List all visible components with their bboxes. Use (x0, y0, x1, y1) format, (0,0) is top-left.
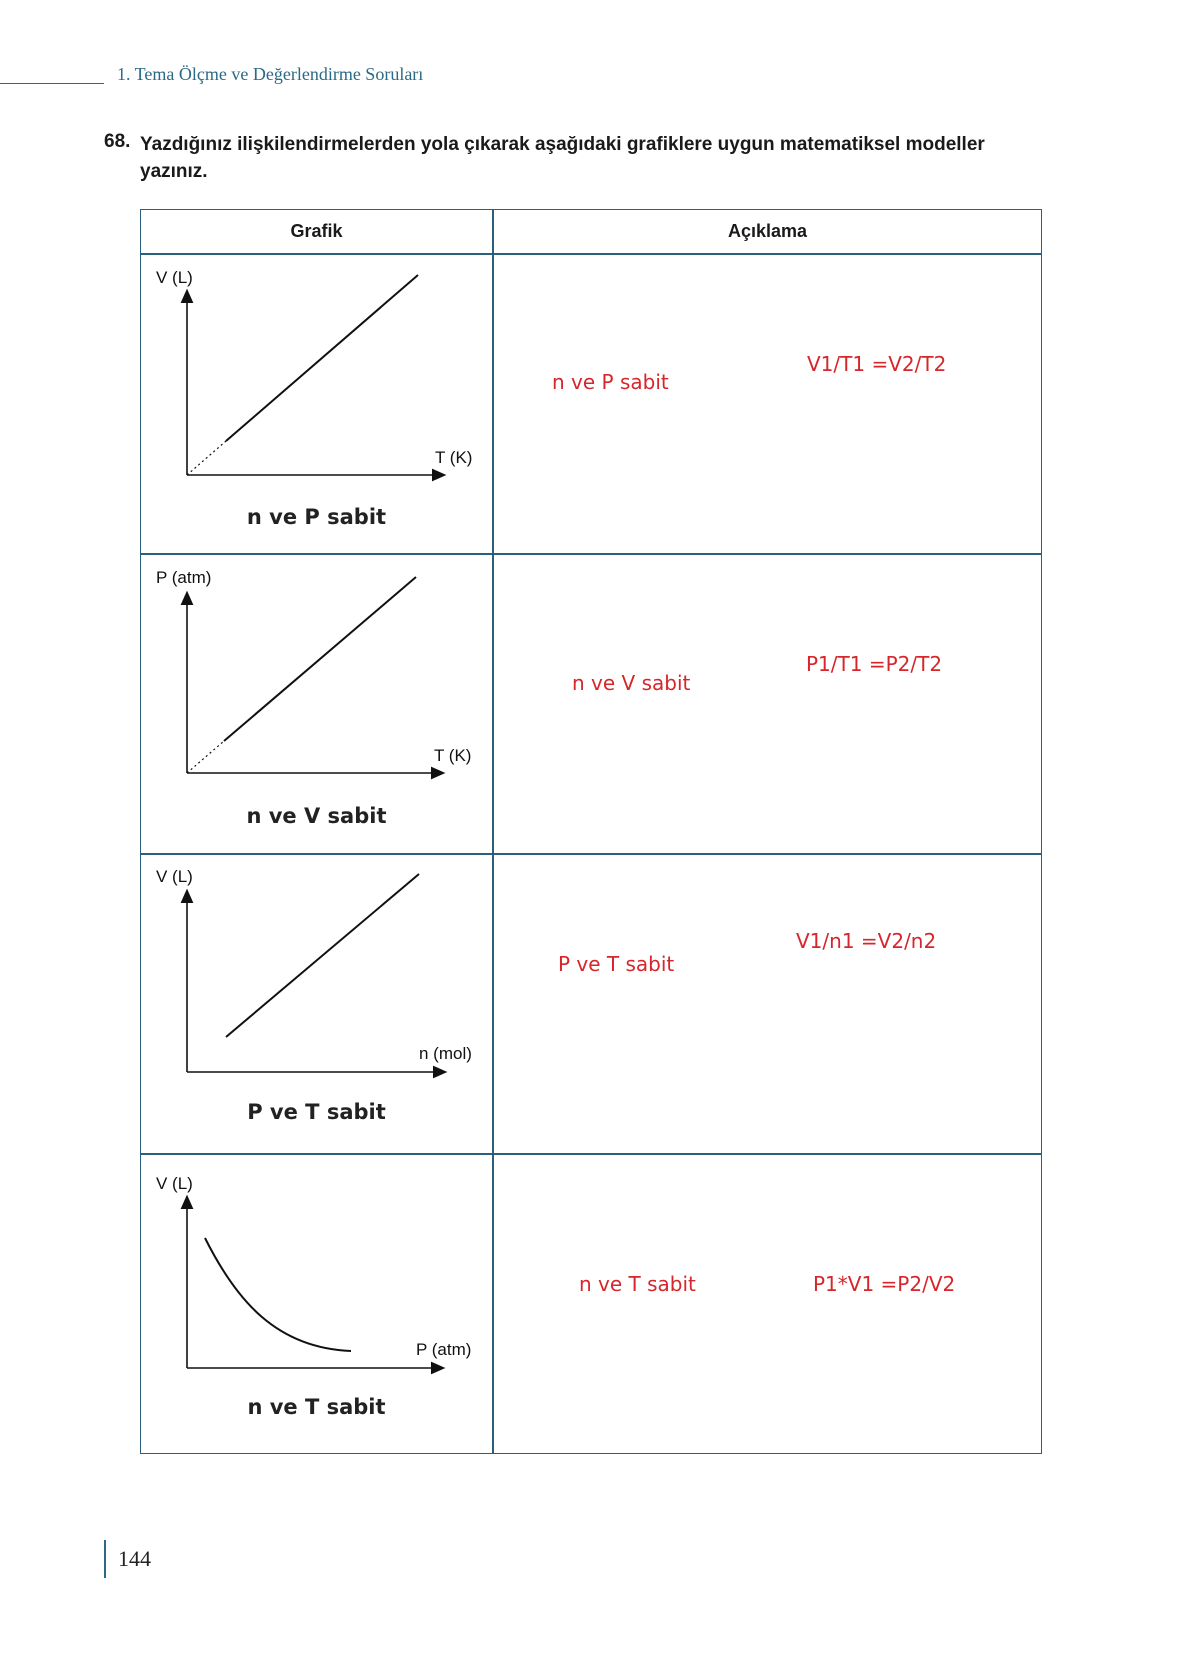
answer-table (140, 209, 1042, 1454)
description-cell-4 (494, 1155, 1041, 1453)
data-line (224, 577, 416, 741)
answer-formula: V1/n1 =V2/n2 (796, 929, 937, 953)
graph-condition-label: n ve P sabit (246, 505, 387, 529)
page-number-bar (104, 1540, 106, 1578)
y-axis-label: V (L) (156, 268, 193, 287)
page-header-title: 1. Tema Ölçme ve Değerlendirme Soruları (117, 64, 424, 84)
data-curve (205, 1238, 351, 1351)
data-line (226, 275, 418, 441)
answer-formula: V1/T1 =V2/T2 (807, 352, 947, 376)
graph-cell-1 (141, 255, 492, 553)
graph-cell-2 (141, 555, 492, 853)
description-cell-2 (494, 555, 1041, 853)
column-header-graph: Grafik (290, 221, 343, 241)
description-cell-3 (494, 855, 1041, 1153)
x-axis-label: P (atm) (416, 1340, 472, 1359)
graph-cell-4 (141, 1155, 492, 1453)
data-line (226, 874, 419, 1037)
answer-condition: n ve V sabit (572, 671, 691, 695)
extrapolation-line (187, 441, 226, 475)
question-number: 68. (104, 131, 131, 152)
description-cell-1 (494, 255, 1041, 553)
y-axis-label: V (L) (156, 867, 193, 886)
extrapolation-line (187, 741, 224, 773)
answer-condition: P ve T sabit (558, 952, 675, 976)
header-rule (0, 83, 104, 84)
x-axis-label: T (K) (435, 448, 473, 467)
y-axis-label: V (L) (156, 1174, 193, 1193)
y-axis-label: P (atm) (156, 568, 212, 587)
graph-condition-label: n ve T sabit (247, 1395, 386, 1419)
page-number: 144 (118, 1546, 151, 1571)
graph-condition-label: P ve T sabit (247, 1100, 386, 1124)
graph-condition-label: n ve V sabit (246, 804, 387, 828)
x-axis-label: n (mol) (419, 1044, 472, 1063)
graph-cell-3 (141, 855, 492, 1153)
x-axis-label: T (K) (434, 746, 472, 765)
answer-formula: P1/T1 =P2/T2 (806, 652, 943, 676)
question-text: Yazdığınız ilişkilendirmelerden yola çıkarak aşağıdaki grafiklere uygun matematiksel modeller yazınız. (140, 134, 985, 182)
column-header-description: Açıklama (727, 221, 808, 241)
answer-formula: P1*V1 =P2/V2 (813, 1272, 956, 1296)
answer-condition: n ve T sabit (579, 1272, 696, 1296)
answer-condition: n ve P sabit (552, 370, 669, 394)
